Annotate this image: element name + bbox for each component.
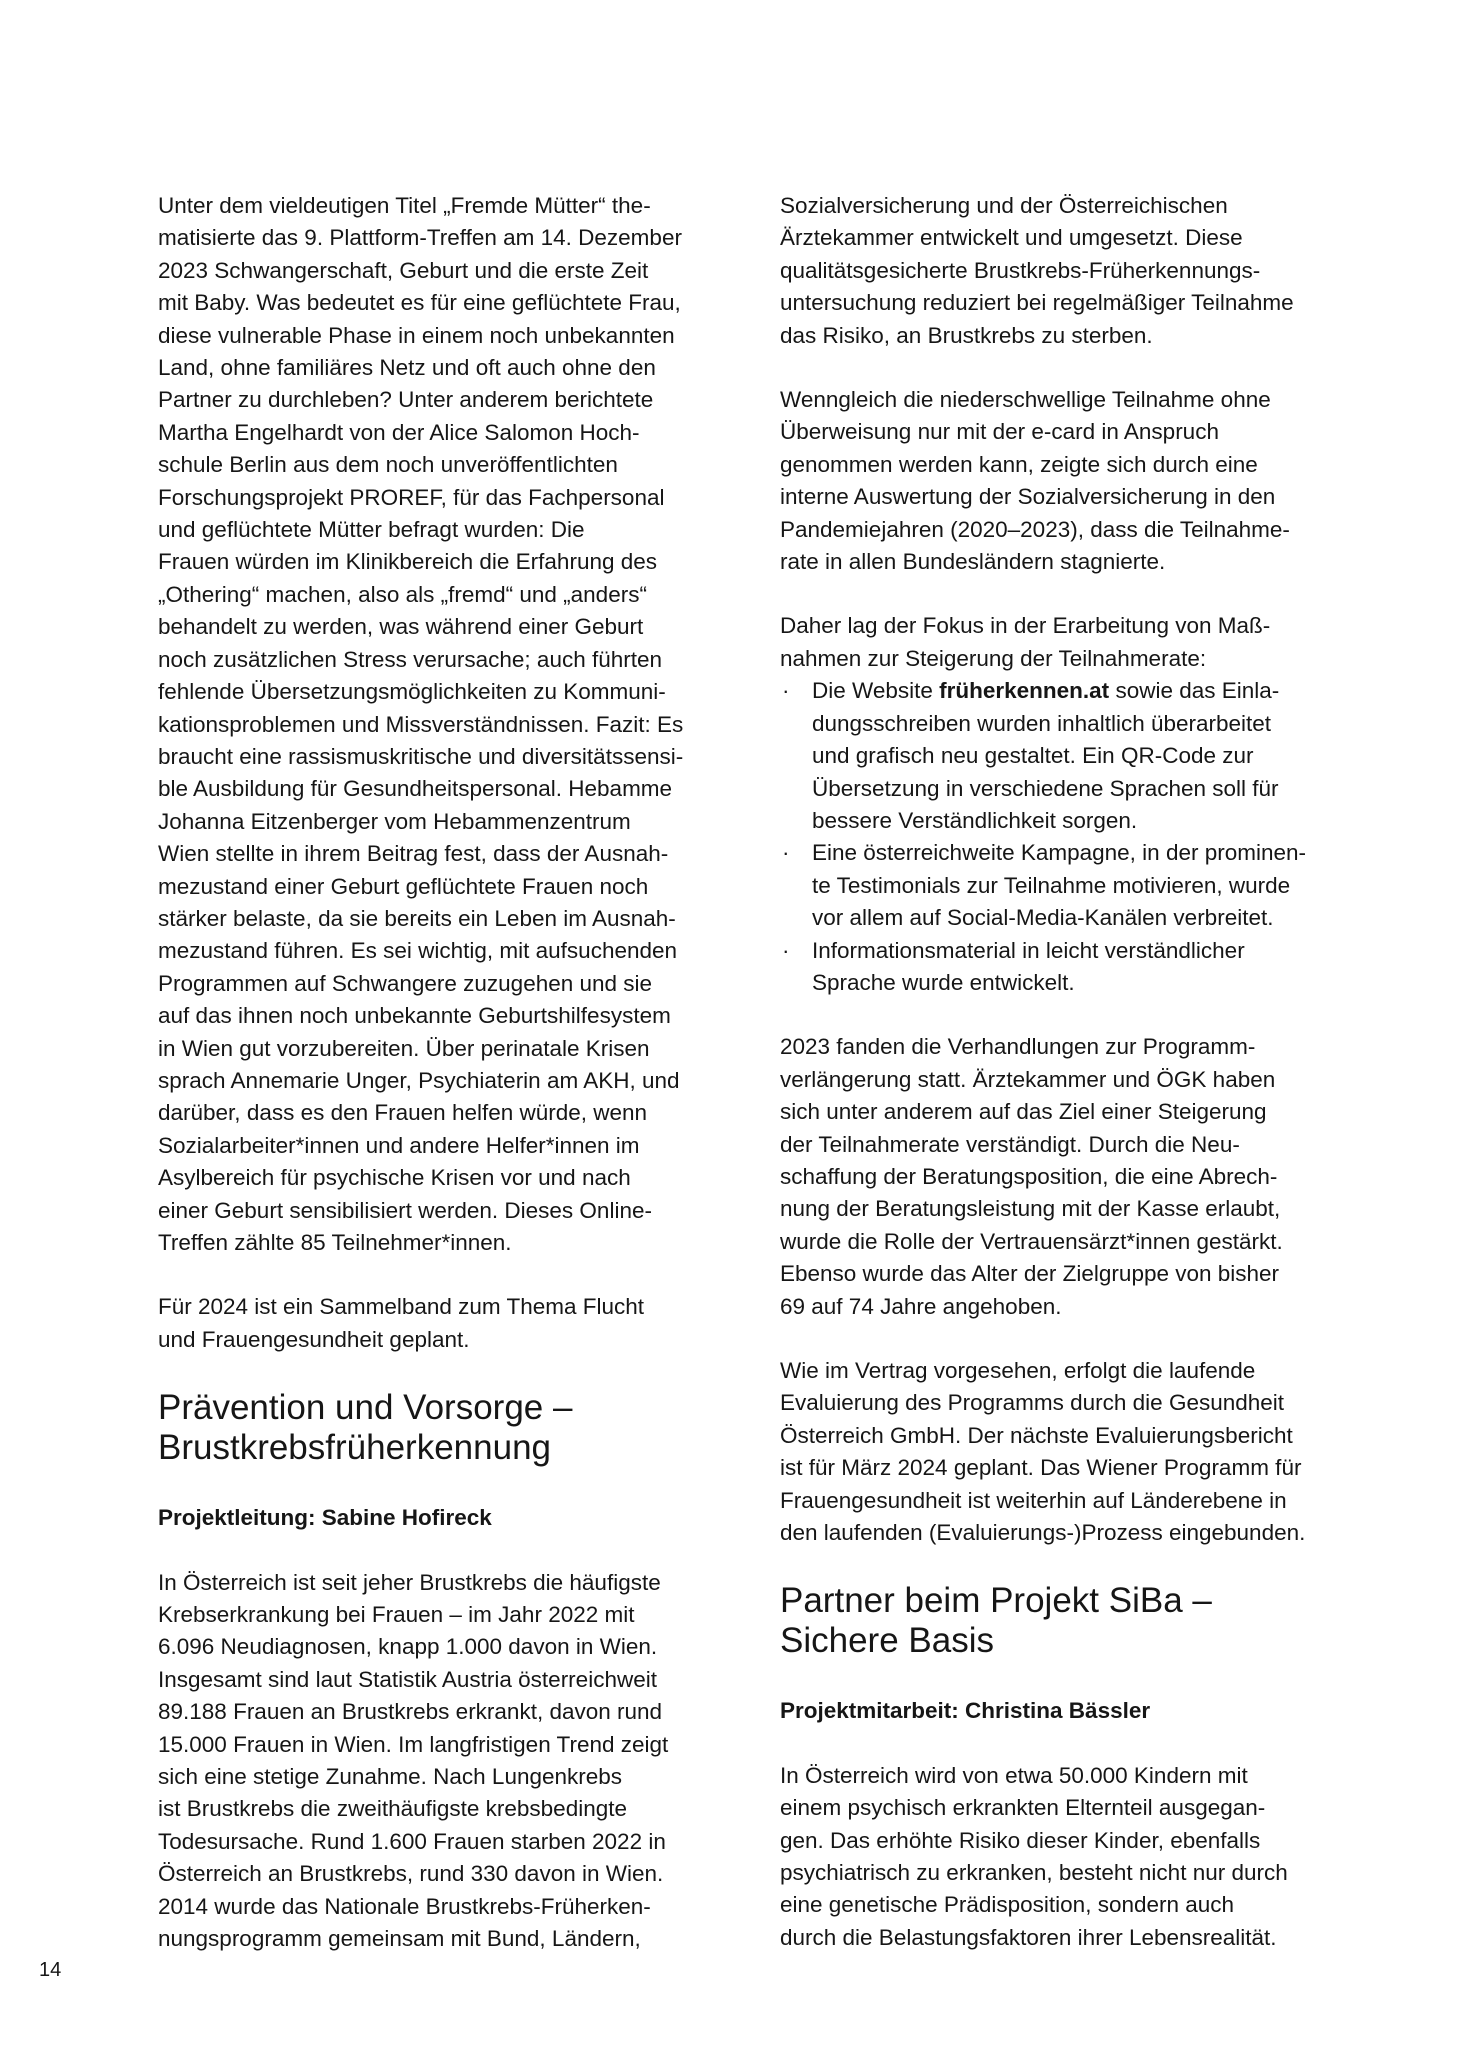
text-line: ist für März 2024 geplant. Das Wiener Programm für bbox=[780, 1455, 1302, 1481]
text-line: verlängerung statt. Ärztekammer und ÖGK haben bbox=[780, 1066, 1276, 1092]
list-item bbox=[780, 837, 1350, 934]
text-line: schaffung der Beratungsposition, die eine Abrech- bbox=[780, 1163, 1278, 1189]
text-line: behandelt zu werden, was während einer Geburt bbox=[158, 614, 644, 640]
text-line: Sozialarbeiter*innen und andere Helfer*innen im bbox=[158, 1132, 640, 1158]
text-line: Treffen zählte 85 Teilnehmer*innen. bbox=[158, 1230, 512, 1255]
text-line: ist Brustkrebs die zweithäufigste krebsbedingte bbox=[158, 1796, 627, 1822]
text-line: Überweisung nur mit der e-card in Anspruch bbox=[780, 419, 1219, 445]
text-line: nung der Beratungsleistung mit der Kasse erlaubt, bbox=[780, 1196, 1281, 1222]
text-line: auf das ihnen noch unbekannte Geburtshilfesystem bbox=[158, 1003, 671, 1029]
text-line: Asylbereich für psychische Krisen vor und nach bbox=[158, 1165, 631, 1191]
bullet3-text bbox=[812, 935, 1350, 1000]
evaluierung-paragraph bbox=[780, 1355, 1350, 1549]
text-line: genommen werden kann, zeigte sich durch eine bbox=[780, 451, 1258, 477]
text-line: Unter dem vieldeutigen Titel „Fremde Mütter“ the- bbox=[158, 193, 651, 218]
text-line: 2014 wurde das Nationale Brustkrebs-Früherken- bbox=[158, 1893, 651, 1919]
text-line: Sozialversicherung und der Österreichischen bbox=[780, 193, 1228, 218]
text-line: Informationsmaterial in leicht verständlicher bbox=[812, 937, 1245, 963]
page-number: 14 bbox=[39, 1959, 62, 1981]
project-lead-praevention: Projektleitung: Sabine Hofireck bbox=[158, 1505, 492, 1531]
text-line: 2023 Schwangerschaft, Geburt und die erste Zeit bbox=[158, 257, 649, 283]
text-line: Partner beim Projekt SiBa – bbox=[780, 1581, 1212, 1621]
text-line: qualitätsgesicherte Brustkrebs-Früherkennungs- bbox=[780, 257, 1261, 283]
text-line: gen. Das erhöhte Risiko dieser Kinder, ebenfalls bbox=[780, 1827, 1261, 1853]
text-line: 6.096 Neudiagnosen, knapp 1.000 davon in Wien. bbox=[158, 1634, 658, 1660]
text-line: bessere Verständlichkeit sorgen. bbox=[812, 807, 1138, 833]
text-line: Land, ohne familiäres Netz und oft auch ohne den bbox=[158, 355, 656, 381]
bullet-icon: · bbox=[782, 840, 790, 866]
text-line: Wien stellte in ihrem Beitrag fest, dass der Ausnah- bbox=[158, 841, 669, 867]
list-item bbox=[780, 935, 1350, 1000]
section-heading-praevention bbox=[158, 1388, 728, 1468]
verhandlungen-paragraph bbox=[780, 1031, 1350, 1323]
text-line: nungsprogramm gemeinsam mit Bund, Ländern, bbox=[158, 1926, 641, 1952]
measures-list bbox=[780, 675, 1350, 999]
text-line: Wenngleich die niederschwellige Teilnahme ohne bbox=[780, 387, 1271, 413]
text-line: diese vulnerable Phase in einem noch unbekannten bbox=[158, 322, 675, 348]
text-line: Pandemiejahren (2020–2023), dass die Teilnahme- bbox=[780, 516, 1290, 542]
text-line: Todesursache. Rund 1.600 Frauen starben 2022 in bbox=[158, 1828, 666, 1854]
text-line: Forschungsprojekt PROREF, für das Fachpersonal bbox=[158, 484, 665, 510]
text-line: 15.000 Frauen in Wien. Im langfristigen Trend zeigt bbox=[158, 1731, 669, 1757]
text-line: te Testimonials zur Teilnahme motivieren, wurde bbox=[812, 872, 1291, 898]
text-line: Sichere Basis bbox=[780, 1621, 994, 1661]
bullet-icon: · bbox=[782, 937, 790, 963]
text-line: dungsschreiben wurden inhaltlich überarbeitet bbox=[812, 710, 1272, 736]
text-line: braucht eine rassismuskritische und diversitätssensi- bbox=[158, 743, 684, 769]
text-line: kationsproblemen und Missverständnissen. Fazit: Es bbox=[158, 711, 684, 737]
text-line: 89.188 Frauen an Brustkrebs erkrankt, davon rund bbox=[158, 1699, 663, 1725]
text-line: mezustand führen. Es sei wichtig, mit aufsuchenden bbox=[158, 938, 678, 964]
fremde-muetter-paragraph bbox=[158, 190, 728, 1259]
text-line: sprach Annemarie Unger, Psychiaterin am AKH, und bbox=[158, 1067, 680, 1093]
text-line: Brustkrebsfrüherkennung bbox=[158, 1428, 551, 1468]
kinder-paragraph bbox=[780, 1760, 1350, 1954]
text-line: das Risiko, an Brustkrebs zu sterben. bbox=[780, 322, 1153, 348]
text-line: durch die Belastungsfaktoren ihrer Lebensrealität. bbox=[780, 1924, 1277, 1950]
text-line: Wie im Vertrag vorgesehen, erfolgt die laufende bbox=[780, 1358, 1256, 1383]
text-line: 2023 fanden die Verhandlungen zur Programm- bbox=[780, 1034, 1256, 1060]
text-line: wurde die Rolle der Vertrauensärzt*innen gestärkt. bbox=[780, 1228, 1283, 1254]
text-line: mezustand einer Geburt geflüchtete Frauen noch bbox=[158, 873, 649, 899]
bullet-icon: · bbox=[782, 678, 790, 704]
text-line: Für 2024 ist ein Sammelband zum Thema Flucht bbox=[158, 1294, 645, 1320]
text-line: schule Berlin aus dem noch unveröffentlichten bbox=[158, 452, 618, 478]
text-line: Ebenso wurde das Alter der Zielgruppe von bisher bbox=[780, 1261, 1280, 1287]
text-line: fehlende Übersetzungsmöglichkeiten zu Kommuni- bbox=[158, 679, 666, 705]
text-line: und Frauengesundheit geplant. bbox=[158, 1326, 470, 1352]
text-line: „Othering“ machen, also als „fremd“ und „anders“ bbox=[158, 581, 647, 607]
brustkrebs-paragraph bbox=[158, 1567, 728, 1956]
text-line: Martha Engelhardt von der Alice Salomon Hoch- bbox=[158, 419, 640, 445]
text-line: eine genetische Prädisposition, sondern auch bbox=[780, 1892, 1235, 1918]
right-column bbox=[780, 190, 1350, 1986]
text-line: mit Baby. Was bedeutet es für eine geflüchtete Frau, bbox=[158, 290, 681, 316]
text-line: sich unter anderem auf das Ziel einer Steigerung bbox=[780, 1099, 1267, 1125]
text-line: darüber, dass es den Frauen helfen würde, wenn bbox=[158, 1100, 648, 1126]
section-heading-siba bbox=[780, 1581, 1350, 1661]
text-line: und geflüchtete Mütter befragt wurden: Die bbox=[158, 517, 585, 543]
text-line: Daher lag der Fokus in der Erarbeitung von Maß- bbox=[780, 613, 1271, 639]
text-line: rate in allen Bundesländern stagnierte. bbox=[780, 549, 1166, 575]
text-line: Österreich an Brustkrebs, rund 330 davon in Wien. bbox=[158, 1861, 664, 1887]
text-line: den laufenden (Evaluierungs-)Prozess eingebunden. bbox=[780, 1520, 1306, 1546]
text-line: noch zusätzlichen Stress verursache; auch führten bbox=[158, 646, 663, 672]
text-line: nahmen zur Steigerung der Teilnahmerate: bbox=[780, 645, 1207, 671]
text-line: In Österreich wird von etwa 50.000 Kindern mit bbox=[780, 1762, 1248, 1788]
text-line: Eine österreichweite Kampagne, in der prominen- bbox=[812, 840, 1307, 866]
list-item bbox=[780, 675, 1350, 837]
sozialversicherung-paragraph bbox=[780, 190, 1350, 352]
text-line: matisierte das 9. Plattform-Treffen am 14. Dezember bbox=[158, 225, 682, 251]
text-line: Ärztekammer entwickelt und umgesetzt. Diese bbox=[780, 225, 1243, 251]
bullet1-rest bbox=[812, 708, 1350, 838]
text-line: Frauen würden im Klinikbereich die Erfahrung des bbox=[158, 549, 658, 575]
text-line: Krebserkrankung bei Frauen – im Jahr 2022 mit bbox=[158, 1602, 635, 1628]
text-line: einem psychisch erkrankten Elternteil ausgegan- bbox=[780, 1795, 1266, 1821]
text-line: und grafisch neu gestaltet. Ein QR-Code zur bbox=[812, 743, 1254, 769]
bullet1-suffix: sowie das Einla- bbox=[1109, 678, 1280, 704]
text-line: Partner zu durchleben? Unter anderem berichtete bbox=[158, 387, 654, 413]
left-column bbox=[158, 190, 728, 1988]
text-line: in Wien gut vorzubereiten. Über perinatale Krisen bbox=[158, 1035, 650, 1061]
text-line: sich eine stetige Zunahme. Nach Lungenkrebs bbox=[158, 1764, 623, 1790]
text-line: psychiatrisch zu erkranken, besteht nicht nur durch bbox=[780, 1860, 1288, 1886]
text-line: Evaluierung des Programms durch die Gesundheit bbox=[780, 1390, 1285, 1416]
text-line: interne Auswertung der Sozialversicherung in den bbox=[780, 484, 1276, 510]
text-line: 69 auf 74 Jahre angehoben. bbox=[780, 1293, 1062, 1319]
project-staff-siba: Projektmitarbeit: Christina Bässler bbox=[780, 1698, 1151, 1724]
text-line: der Teilnahmerate verständigt. Durch die Neu- bbox=[780, 1131, 1240, 1157]
fokus-intro bbox=[780, 610, 1350, 675]
text-line: Prävention und Vorsorge – bbox=[158, 1388, 573, 1428]
text-line: untersuchung reduziert bei regelmäßiger Teilnahme bbox=[780, 290, 1294, 316]
text-line: ble Ausbildung für Gesundheitspersonal. Hebamme bbox=[158, 776, 673, 802]
bullet2-text bbox=[812, 837, 1350, 934]
text-line: vor allem auf Social-Media-Kanälen verbreitet. bbox=[812, 905, 1274, 931]
text-line: In Österreich ist seit jeher Brustkrebs die häufigste bbox=[158, 1569, 661, 1595]
text-line: Frauengesundheit ist weiterhin auf Länderebene in bbox=[780, 1487, 1287, 1513]
text-line: Johanna Eitzenberger vom Hebammenzentrum bbox=[158, 808, 631, 834]
website-link-text: früherkennen.at bbox=[939, 678, 1110, 704]
text-line: stärker belaste, da sie bereits ein Leben im Ausnah- bbox=[158, 905, 676, 931]
text-line: Programmen auf Schwangere zuzugehen und sie bbox=[158, 970, 653, 996]
teilnahme-paragraph bbox=[780, 384, 1350, 578]
sammelband-paragraph bbox=[158, 1291, 728, 1356]
text-line: Sprache wurde entwickelt. bbox=[812, 969, 1075, 995]
bullet1-prefix: Die Website bbox=[812, 678, 940, 704]
text-line: Insgesamt sind laut Statistik Austria österreichweit bbox=[158, 1666, 657, 1692]
text-line: Österreich GmbH. Der nächste Evaluierungsbericht bbox=[780, 1422, 1293, 1448]
text-line: Übersetzung in verschiedene Sprachen soll für bbox=[812, 775, 1279, 801]
text-line: einer Geburt sensibilisiert werden. Dieses Online- bbox=[158, 1197, 652, 1223]
